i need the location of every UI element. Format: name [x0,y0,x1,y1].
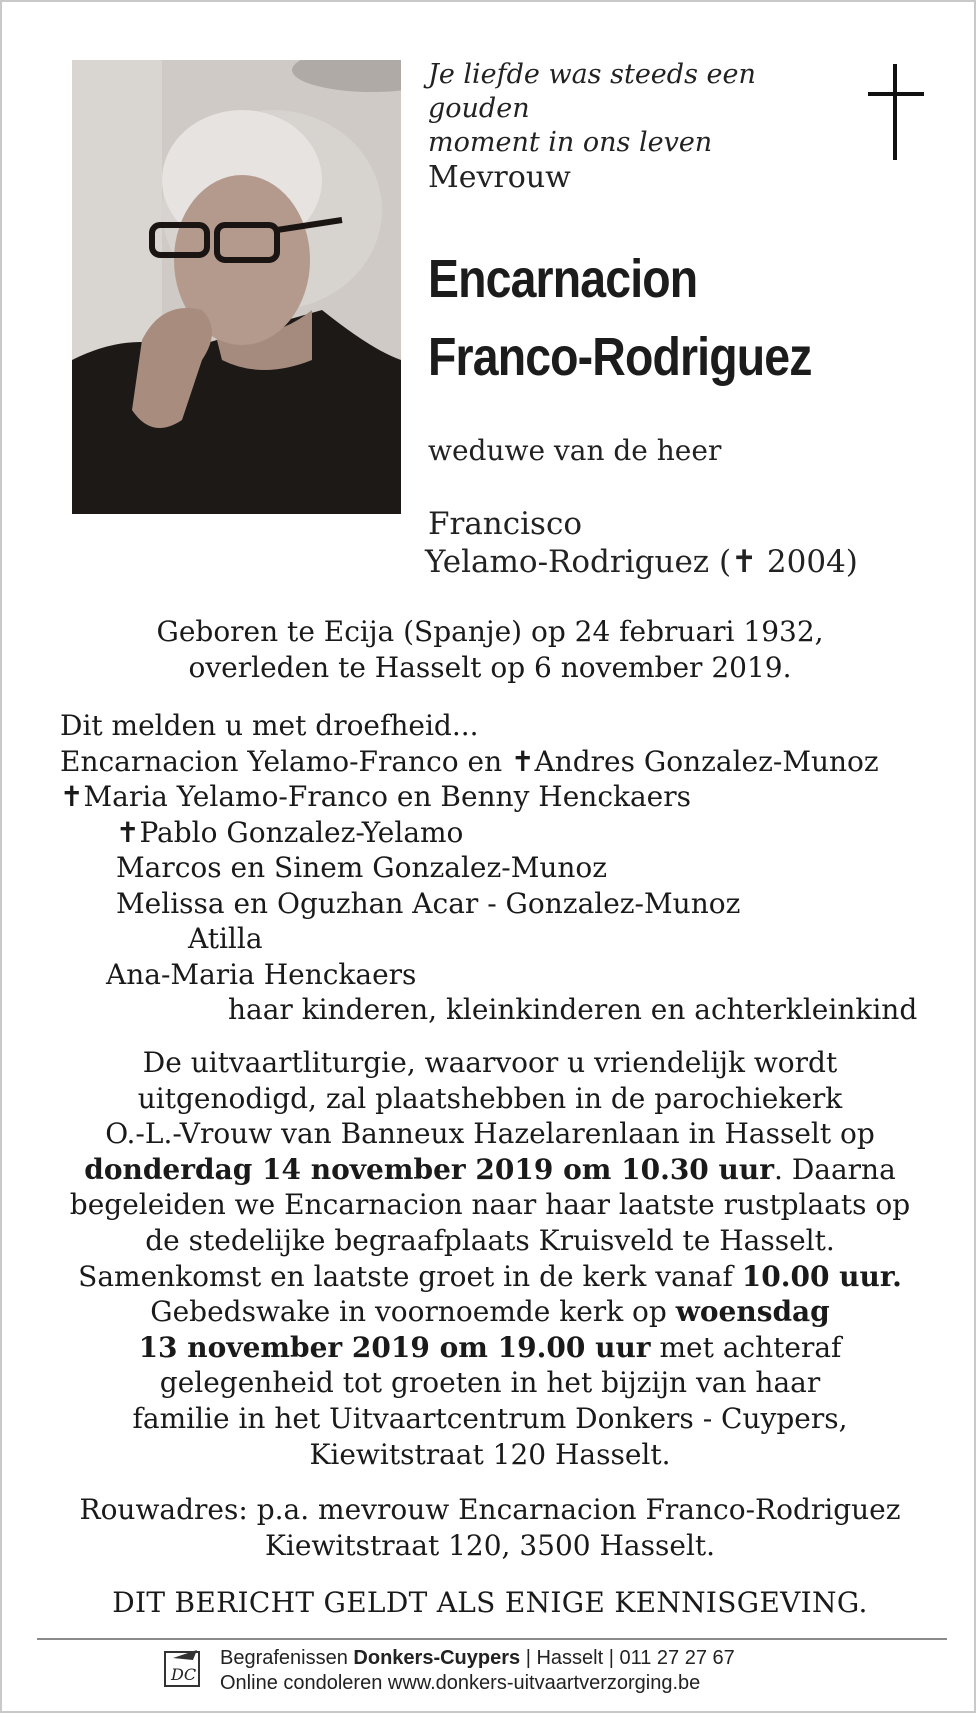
service-line [2,1294,978,1330]
funeral-service-info [2,1045,978,1472]
motto-line-2: moment in ons leven [428,127,713,158]
service-line [2,1330,978,1366]
husband-name [425,505,858,581]
funeral-home-logo [163,1648,203,1688]
death-line: overleden te Hasselt op 6 november 2019. [188,651,792,684]
deceased-first-name: Encarnacion [428,249,698,309]
mourner: Ana-Maria Henckaers [106,957,417,991]
service-line: uitgenodigd, zal plaatshebben in de parochiekerk [137,1081,843,1115]
official-notice: DIT BERICHT GELDT ALS ENIGE KENNISGEVING. [112,1586,868,1619]
cross-icon [868,64,924,160]
service-line [2,1152,978,1188]
portrait-photo [72,60,401,514]
mourner: Marcos en Sinem Gonzalez-Munoz [116,851,608,884]
deceased-name [428,240,858,396]
mourner: ✝Pablo Gonzalez-Yelamo [116,815,464,849]
service-date: donderdag 14 november 2019 om 10.30 uur [84,1152,775,1186]
service-line: familie in het Uitvaartcentrum Donkers - Cuypers, [132,1401,848,1435]
service-line: gelegenheid tot groeten in het bijzijn van haar [159,1366,821,1400]
footer-contact: | Hasselt | 011 27 27 67 [520,1647,735,1669]
footer-company-line [220,1646,735,1671]
mourning-address-line-1: Rouwadres: p.a. mevrouw Encarnacion Franco-Rodriguez [79,1493,901,1526]
wake-day: woensdag [675,1295,830,1329]
mourners-relation: haar kinderen, kleinkinderen en achterkleinkind [228,993,918,1026]
service-text: Gebedswake in voornoemde kerk op [150,1295,676,1329]
widow-of-label: weduwe van de heer [428,434,722,467]
mourner: Encarnacion Yelamo-Franco en ✝Andres Gonzalez-Munoz [60,744,879,778]
gathering-time: 10.00 uur. [741,1259,902,1293]
service-line [2,1259,978,1295]
motto-line-1: Je liefde was steeds een gouden [428,59,756,124]
service-line: O.-L.-Vrouw van Banneux Hazelarenlaan in Hasselt op [105,1117,875,1151]
mourner: Melissa en Oguzhan Acar - Gonzalez-Munoz [116,886,741,920]
mourning-address-line-2: Kiewitstraat 120, 3500 Hasselt. [264,1529,716,1562]
footer-divider [37,1638,947,1640]
mourner: ✝Maria Yelamo-Franco en Benny Henckaers [60,780,691,813]
birth-death-info [2,614,978,686]
footer-online-link[interactable]: Online condoleren www.donkers-uitvaartverzorging.be [220,1672,701,1694]
service-text: . Daarna [774,1152,896,1186]
mourners-list [60,708,917,1028]
service-line: de stedelijke begraafplaats Kruisveld te Hasselt. [145,1223,835,1257]
footer-company: Donkers-Cuypers [353,1647,521,1669]
husband-last-name: Yelamo-Rodriguez (✝ 2004) [425,544,858,580]
salutation: Mevrouw [428,160,571,195]
service-text: met achteraf [650,1330,842,1364]
service-line: begeleiden we Encarnacion naar haar laatste rustplaats op [69,1188,911,1222]
wake-date: 13 november 2019 om 19.00 uur [138,1330,651,1364]
birth-line: Geboren te Ecija (Spanje) op 24 februari 1932, [156,615,824,648]
mourners-intro: Dit melden u met droefheid... [60,709,479,742]
deceased-last-name: Franco-Rodriguez [428,327,812,387]
service-text: Samenkomst en laatste groet in de kerk vanaf [78,1259,742,1293]
portrait-image [72,60,401,514]
logo-text: DC [171,1665,197,1684]
footer-info [220,1646,735,1696]
motto [428,58,828,160]
service-line: Kiewitstraat 120 Hasselt. [309,1437,671,1471]
mourner: Atilla [188,922,263,955]
footer-prefix: Begrafenissen [220,1647,354,1669]
husband-first-name: Francisco [428,506,582,542]
mourning-address [2,1492,978,1564]
service-line: De uitvaartliturgie, waarvoor u vriendelijk wordt [142,1046,838,1079]
